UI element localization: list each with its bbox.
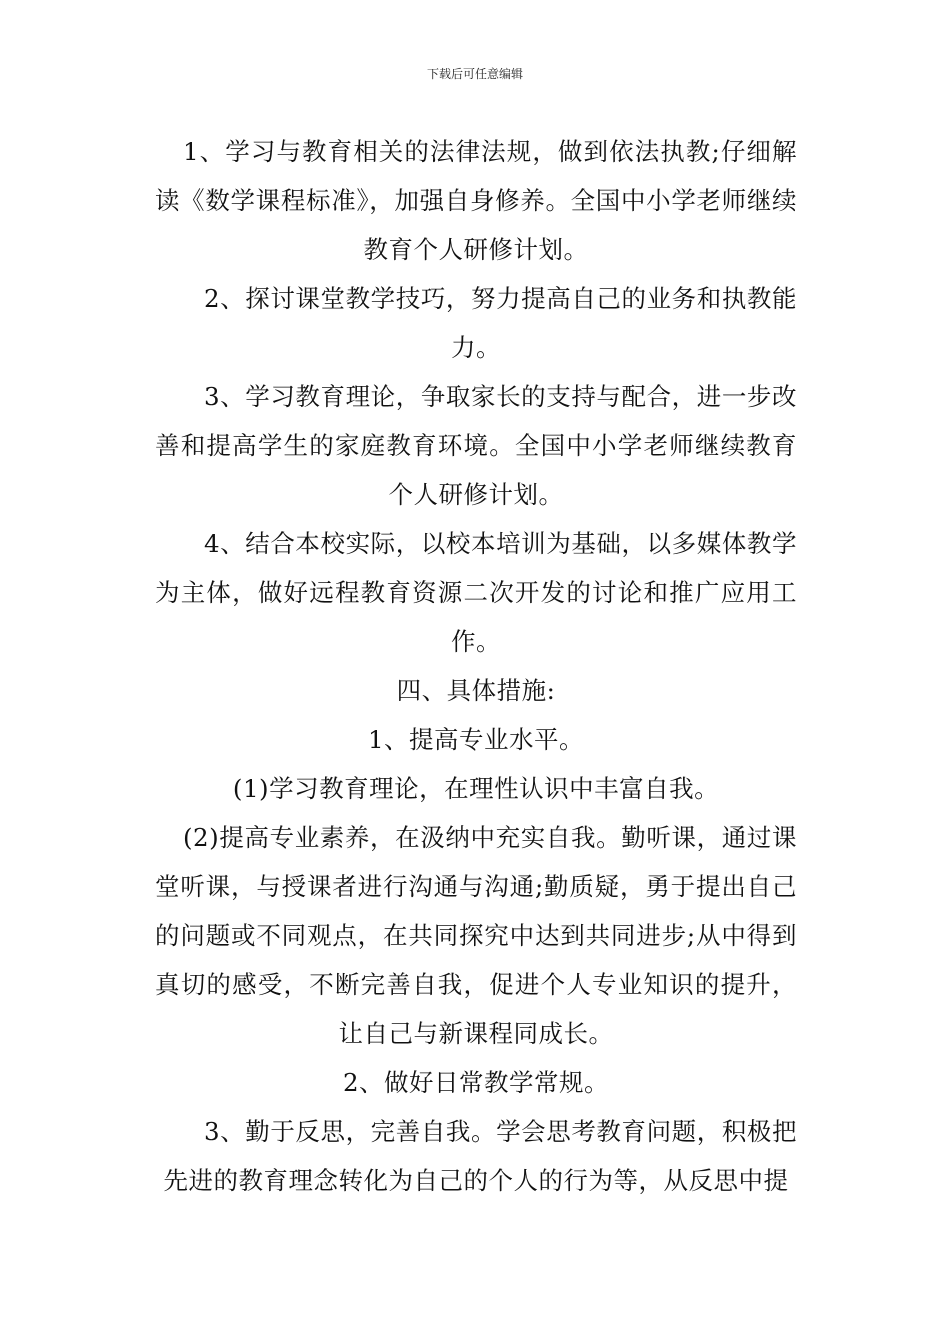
paragraph-goal-2: 2、探讨课堂教学技巧，努力提高自己的业务和执教能力。 [204, 284, 797, 362]
page-header: 下载后可任意编辑 [426, 67, 523, 81]
paragraph-measure-1-1: (1)学习教育理论，在理性认识中丰富自我。 [232, 774, 720, 803]
paragraph-goal-1: 1、学习与教育相关的法律法规，做到依法执教;仔细解读《数学课程标准》，加强自身修养。全国中小学老师继续教育个人研修计划。 [155, 137, 797, 264]
paragraph-goal-4: 4、结合本校实际，以校本培训为基础，以多媒体教学为主体，做好远程教育资源二次开发的讨论和推广应用工作。 [155, 529, 797, 656]
paragraph-measure-1-2: (2)提高专业素养，在汲纳中充实自我。勤听课，通过课堂听课，与授课者进行沟通与沟通;勤质疑，勇于提出自己的问题或不同观点，在共同探究中达到共同进步;从中得到真切的感受，不断完善自我，促进个人专业知识的提升，让自己与新课程同成长。 [155, 823, 797, 1048]
subheading-professional-level: 1、提高专业水平。 [367, 725, 585, 754]
paragraph-measure-3: 3、勤于反思，完善自我。学会思考教育问题，积极把先进的教育理念转化为自己的个人的行为等，从反思中提 [163, 1117, 797, 1195]
paragraph-goal-3: 3、学习教育理论，争取家长的支持与配合，进一步改善和提高学生的家庭教育环境。全国中小学老师继续教育个人研修计划。 [155, 382, 797, 509]
document-body [155, 127, 797, 1205]
section-heading-measures: 四、具体措施: [396, 676, 556, 705]
subheading-daily-routine: 2、做好日常教学常规。 [342, 1068, 610, 1097]
